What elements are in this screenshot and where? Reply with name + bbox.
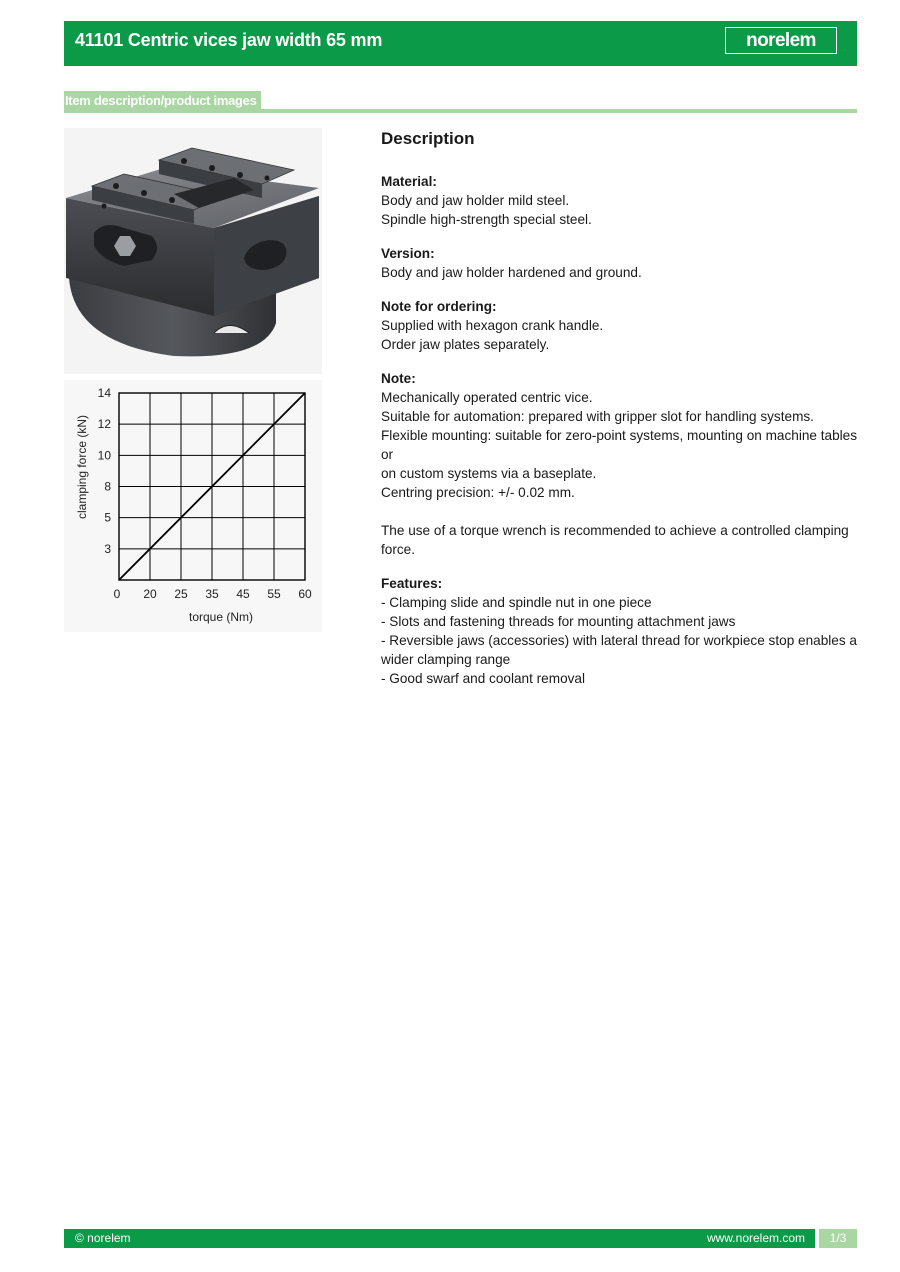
y-tick-label: 8 xyxy=(104,479,111,494)
material-block xyxy=(381,172,861,229)
product-image xyxy=(64,128,322,374)
x-tick-label: 25 xyxy=(174,587,188,601)
y-tick-label: 10 xyxy=(97,448,111,463)
y-axis-label: clamping force (kN) xyxy=(75,414,89,520)
note-line: Mechanically operated centric vice. xyxy=(381,390,593,405)
norelem-logo[interactable]: norelem xyxy=(725,27,837,54)
ordering-label: Note for ordering: xyxy=(381,299,497,314)
clamping-force-chart xyxy=(64,380,322,632)
description-heading: Description xyxy=(381,129,475,148)
x-tick-label: 45 xyxy=(236,587,250,601)
note-label: Note: xyxy=(381,371,416,386)
section-heading: Item description/product images xyxy=(64,91,261,111)
y-tick-label: 12 xyxy=(97,417,111,432)
torque-note: The use of a torque wrench is recommended to achieve a controlled clamping force. xyxy=(381,523,849,557)
feature-item: - Good swarf and coolant removal xyxy=(381,671,586,686)
note-line: Centring precision: +/- 0.02 mm. xyxy=(381,485,575,500)
features-block xyxy=(381,574,861,688)
y-tick-label: 5 xyxy=(104,510,111,525)
x-tick-label: 20 xyxy=(143,587,157,601)
note-line: Flexible mounting: suitable for zero-point systems, mounting on machine tables or xyxy=(381,428,858,462)
ordering-line: Supplied with hexagon crank handle. xyxy=(381,318,604,333)
feature-item: - Slots and fastening threads for mounting attachment jaws xyxy=(381,614,736,629)
chart-svg xyxy=(64,380,322,632)
x-tick-label: 35 xyxy=(205,587,219,601)
x-tick-label: 55 xyxy=(267,587,281,601)
y-tick-label: 14 xyxy=(97,386,111,400)
ordering-line: Order jaw plates separately. xyxy=(381,337,550,352)
page-header xyxy=(64,21,857,66)
website-link[interactable]: www.norelem.com xyxy=(706,1231,805,1245)
page-footer xyxy=(64,1229,857,1248)
note-line: on custom systems via a baseplate. xyxy=(381,466,597,481)
note-block xyxy=(381,369,861,502)
material-line: Body and jaw holder mild steel. xyxy=(381,193,570,208)
centric-vice-illustration xyxy=(64,128,322,374)
ordering-block xyxy=(381,297,861,354)
features-label: Features: xyxy=(381,576,443,591)
torque-note-block xyxy=(381,521,861,559)
x-tick-labels xyxy=(114,587,312,601)
version-line: Body and jaw holder hardened and ground. xyxy=(381,265,642,280)
x-tick-label: 60 xyxy=(298,587,312,601)
y-tick-label: 3 xyxy=(104,541,111,556)
feature-item: wider clamping range xyxy=(381,652,511,667)
material-label: Material: xyxy=(381,174,437,189)
copyright-text: © norelem xyxy=(75,1231,131,1245)
version-label: Version: xyxy=(381,246,435,261)
version-block xyxy=(381,244,861,282)
feature-item: - Reversible jaws (accessories) with lateral thread for workpiece stop enables a xyxy=(381,633,857,648)
feature-item: - Clamping slide and spindle nut in one piece xyxy=(381,595,652,610)
note-line: Suitable for automation: prepared with gripper slot for handling systems. xyxy=(381,409,814,424)
page-number: 1/3 xyxy=(819,1229,857,1248)
material-line: Spindle high-strength special steel. xyxy=(381,212,592,227)
x-axis-label: torque (Nm) xyxy=(188,610,254,624)
y-tick-labels xyxy=(98,386,112,556)
x-tick-label: 0 xyxy=(113,587,121,601)
page-title: 41101 Centric vices jaw width 65 mm xyxy=(75,30,383,50)
description-panel xyxy=(381,128,861,703)
